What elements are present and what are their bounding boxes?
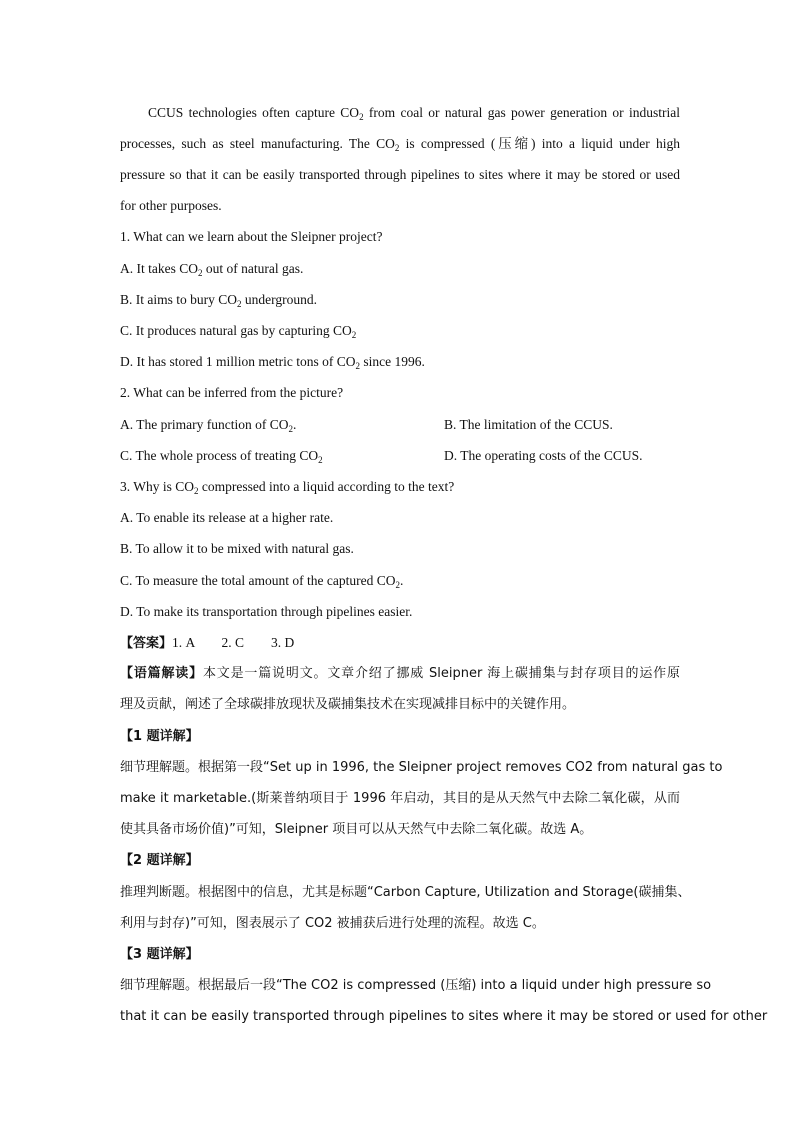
answer-text: 1. A 2. C 3. D <box>172 635 295 650</box>
answer-label: 【答案】 <box>120 636 173 651</box>
question-stem: 3. Why is $CO_2$ compressed into a liquid according to the text? <box>120 479 455 496</box>
explanation-line: 使其具备市场价值)”可知，Sleipner 项目可以从天然气中去除二氧化碳。故选 A。 <box>120 822 593 837</box>
interpretation-label: 【语篇解读】 <box>120 666 203 681</box>
answer-option: D. The operating costs of the CCUS. <box>444 448 643 463</box>
answer-option: B. The limitation of the CCUS. <box>444 417 613 432</box>
question-stem: 2. What can be inferred from the picture? <box>120 385 344 400</box>
explanation-label: 【1 题详解】 <box>120 729 199 744</box>
answer-option: B. It aims to bury $CO_2$ underground. <box>120 292 317 309</box>
explanation-line: 利用与封存)”可知，图表展示了 CO2 被捕获后进行处理的流程。故选 C。 <box>120 916 545 931</box>
explanation-line: 推理判断题。根据图中的信息，尤其是标题“Carbon Capture, Utilization and Storage(碳捕集、 <box>120 885 691 900</box>
explanation-line: that it can be easily transported through pipelines to sites where it may be stored or used for other <box>120 1009 768 1024</box>
passage-line: pressure so that it can be easily transported through pipelines to sites where it may be stored or used <box>120 167 680 182</box>
answer-option: D. To make its transportation through pipelines easier. <box>120 604 413 619</box>
answer-option: B. To allow it to be mixed with natural gas. <box>120 541 354 556</box>
explanation-line: 细节理解题。根据最后一段“The CO2 is compressed (压缩) into a liquid under high pressure so <box>120 978 712 993</box>
answer-option: D. It has stored 1 million metric tons of $CO_2$ since 1996. <box>120 354 425 371</box>
answer-option: A. To enable its release at a higher rate. <box>120 510 334 525</box>
explanation-line: 细节理解题。根据第一段“Set up in 1996, the Sleipner project removes CO2 from natural gas to <box>120 760 723 775</box>
interpretation-line: 【语篇解读】本文是一篇说明文。文章介绍了挪威 Sleipner 海上碳捕集与封存项目的运作原 <box>120 666 680 681</box>
passage-line: CCUS technologies often capture $CO_2$ from coal or natural gas power generation or industrial <box>148 105 680 122</box>
question-stem: 1. What can we learn about the Sleipner project? <box>120 229 383 244</box>
answer-option: A. It takes $CO_2$ out of natural gas. <box>120 261 304 278</box>
answer-option: C. To measure the total amount of the captured $CO_2$. <box>120 573 404 590</box>
answer-option: A. The primary function of $CO_2$. <box>120 417 297 434</box>
explanation-line: make it marketable.(斯莱普纳项目于 1996 年启动，其目的是从天然气中去除二氧化碳，从而 <box>120 791 680 806</box>
passage-line: processes, such as steel manufacturing. The $CO_2$ is compressed (压缩) into a liquid under high <box>120 136 680 153</box>
explanation-label: 【2 题详解】 <box>120 853 199 868</box>
explanation-label: 【3 题详解】 <box>120 947 199 962</box>
answer-option: C. The whole process of treating $CO_2$ <box>120 448 323 465</box>
interpretation-line: 理及贡献，阐述了全球碳排放现状及碳捕集技术在实现减排目标中的关键作用。 <box>120 697 576 712</box>
answer-option: C. It produces natural gas by capturing $CO_2$ <box>120 323 357 340</box>
passage-line: for other purposes. <box>120 198 222 213</box>
answer-key <box>120 634 680 653</box>
